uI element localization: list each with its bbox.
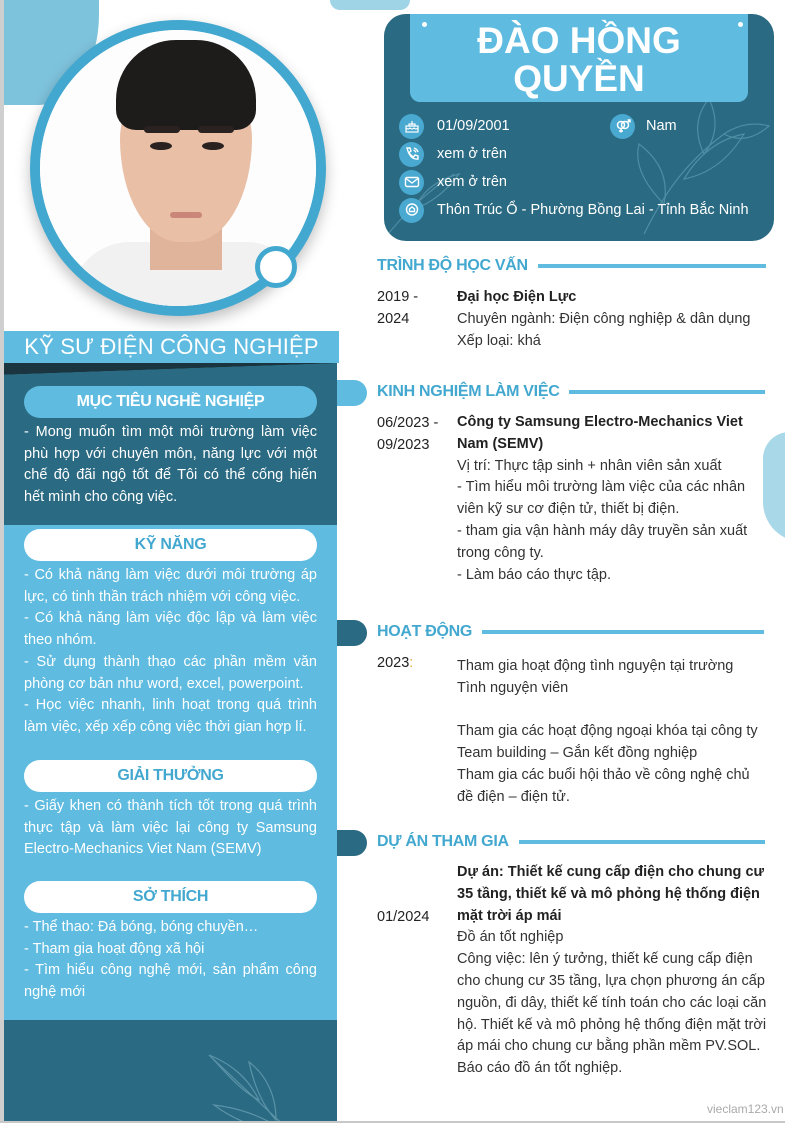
experience-heading: KINH NGHIỆM LÀM VIỆC	[377, 381, 765, 403]
awards-text: - Giấy khen có thành tích tốt trong quá trình thực tập và làm việc lại công ty Samsung Electro-Mechanics Viet Nam (SEMV)	[24, 798, 317, 858]
project-date: 01/2024	[377, 909, 430, 925]
skill-item: - Sử dụng thành thạo các phần mềm văn phòng cơ bản như word, excel, powerpoint.	[24, 653, 317, 692]
project-type: Đồ án tốt nghiệp	[457, 929, 564, 946]
gender-icon	[610, 114, 635, 139]
school-name: Đại học Điện Lực	[457, 289, 577, 305]
education-heading: TRÌNH ĐỘ HỌC VẤN	[377, 255, 766, 277]
objective-heading: MỤC TIÊU NGHỀ NGHIỆP	[24, 386, 317, 418]
task-item: - Làm báo cáo thực tập.	[457, 566, 611, 583]
education-detail	[457, 287, 767, 352]
birthday-row	[399, 113, 510, 139]
section-tab	[337, 830, 367, 856]
birthday-value: 01/09/2001	[437, 118, 510, 134]
watermark: vieclam123.vn	[707, 1102, 784, 1116]
decorative-blob	[330, 0, 410, 10]
section-tab	[337, 620, 367, 646]
task-item: - Tìm hiểu môi trường làm việc của các nhân viên kỹ sư cơ điện tử, thiết bị điện.	[457, 479, 746, 518]
gender-value: Nam	[646, 118, 677, 134]
skills-list	[24, 565, 317, 739]
hobby-item: - Thể thao: Đá bóng, bóng chuyền…	[24, 919, 259, 935]
projects-heading: DỰ ÁN THAM GIA	[377, 831, 765, 853]
email-icon	[399, 170, 424, 195]
section-tab	[337, 380, 367, 406]
divider	[538, 264, 766, 268]
birthday-cake-icon	[399, 114, 424, 139]
company-name: Công ty Samsung Electro-Mechanics Viet Nam (SEMV)	[457, 414, 743, 452]
skill-item: - Có khả năng làm việc độc lập và làm việc theo nhóm.	[24, 610, 317, 649]
hobbies-heading: SỞ THÍCH	[24, 881, 317, 913]
education-date: 2019 - 2024	[377, 289, 419, 327]
hobbies-list	[24, 917, 317, 1004]
leaf-decoration-icon	[204, 1050, 304, 1121]
candidate-name: ĐÀO HỒNG QUYỀN	[410, 14, 748, 102]
phone-icon	[399, 142, 424, 167]
grade: Xếp loại: khá	[457, 332, 541, 349]
left-bottom-panel	[4, 1020, 337, 1121]
gender-row	[610, 113, 677, 139]
experience-detail	[457, 412, 767, 586]
phone-row	[399, 141, 507, 167]
hobby-item: - Tham gia hoạt động xã hội	[24, 940, 205, 957]
divider	[569, 390, 765, 394]
objective-text: - Mong muốn tìm một môi trường làm việc phù hợp với chuyên môn, năng lực với một chế độ đãi ngộ tốt để Tôi có thể cống hiến hết mình cho công việc.	[24, 424, 317, 506]
skill-item: - Có khả năng làm việc dưới môi trường áp lực, có tinh thần trách nhiệm với công việc.	[24, 567, 317, 605]
awards-heading: GIẢI THƯỞNG	[24, 760, 317, 792]
divider	[482, 630, 764, 634]
address-row	[399, 197, 749, 223]
pin-dot	[738, 22, 743, 27]
task-item: - tham gia vận hành máy dây truyền sản xuất trong công ty.	[457, 522, 748, 561]
phone-value: xem ở trên	[437, 146, 507, 162]
activities-heading: HOẠT ĐỘNG	[377, 621, 764, 643]
email-value: xem ở trên	[437, 174, 507, 190]
header-card	[384, 14, 774, 241]
location-icon	[399, 198, 424, 223]
activities-date: 2023:	[377, 655, 414, 671]
experience-date: 06/2023 - 09/2023	[377, 415, 439, 453]
divider	[519, 840, 765, 844]
skills-heading: KỸ NĂNG	[24, 529, 317, 561]
project-name: Dự án: Thiết kế cung cấp điện cho chung cư 35 tầng, thiết kế và mô phỏng hệ thống điện mặt trời áp mái	[457, 864, 765, 924]
position: Vị trí: Thực tập sinh + nhân viên sản xuất	[457, 457, 722, 474]
project-detail	[457, 862, 767, 1080]
skill-item: - Học việc nhanh, linh hoạt trong quá trình làm việc, xếp xếp công việc thời gian hợp lí.	[24, 697, 317, 735]
email-row	[399, 169, 507, 195]
decorative-dot	[255, 246, 297, 288]
project-description: Công việc: lên ý tưởng, thiết kế cung cấp điện cho chung cư 35 tầng, lựa chọn phương án cấp nguồn, đi dây, thiết kế tính toán cho các loại căn hộ. Thiết kế và mô phỏng hệ thống điện mặt trời áp mái cho chung cư bằng phần mềm PV.SOL. Báo cáo đồ án tốt nghiệp.	[457, 951, 767, 1077]
address-value: Thôn Trúc Ổ - Phường Bồng Lai - Tỉnh Bắc Ninh	[437, 202, 749, 218]
major: Chuyên ngành: Điện công nghiệp & dân dụng	[457, 310, 751, 327]
job-title: KỸ SƯ ĐIỆN CÔNG NGHIỆP	[4, 331, 339, 363]
hobby-item: - Tìm hiểu công nghệ mới, sản phẩm công nghệ mới	[24, 962, 317, 1001]
pin-dot	[422, 22, 427, 27]
activities-detail: Tham gia hoạt động tình nguyện tại trường Tình nguyện viên Tham gia các hoạt động ngoại khóa tại công ty Team building – Gắn kết đồng nghiệp Tham gia các buổi hội thảo về công nghệ chủ đề điện – điện tử.	[457, 658, 758, 805]
